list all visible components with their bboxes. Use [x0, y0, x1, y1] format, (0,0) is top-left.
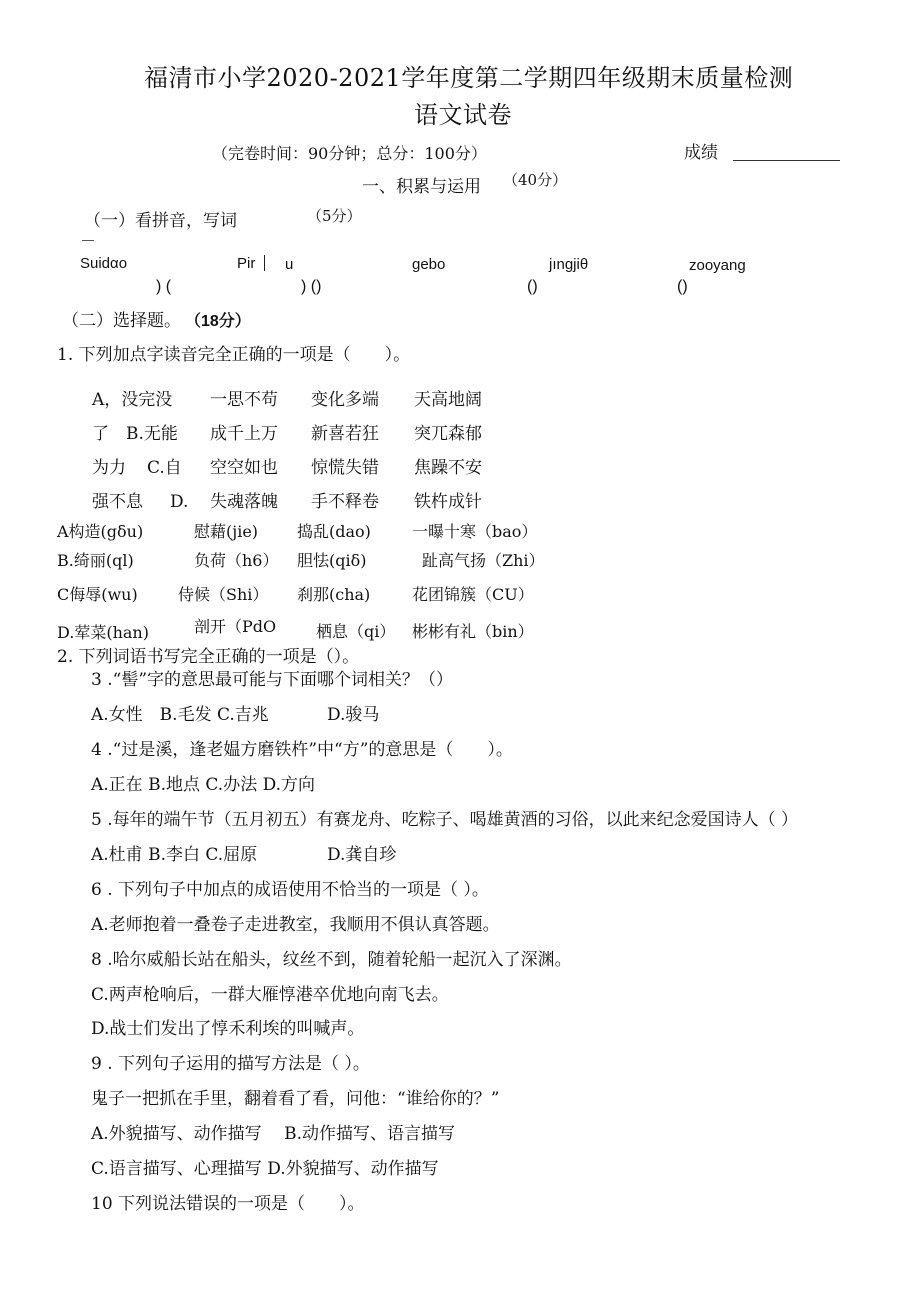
answer-blank-4[interactable]: () — [677, 278, 688, 295]
opt-b-3: 胆怯(qiδ) — [297, 551, 367, 570]
answer-blank-3[interactable]: () — [527, 278, 538, 295]
pinyin-5: jıngjiθ — [549, 256, 589, 273]
q3-options: A.女性 B.毛发 C.吉兆 — [91, 705, 269, 725]
q1-row2-d: 新喜若狂 — [311, 424, 379, 444]
exam-title: 福清市小学2020-2021学年度第二学期四年级期末质量检测 — [144, 64, 794, 92]
q5-options: A.杜甫 B.李白 C.屈原 — [91, 845, 258, 865]
opt-b-4: 趾高气扬（Zhi） — [422, 551, 545, 570]
opt-a-2: 慰藉(jie) — [194, 522, 259, 541]
part1-points: （40分） — [503, 171, 568, 189]
q1-row3-d: 惊慌失错 — [311, 458, 379, 478]
part1-heading: 一、积累与运用 — [362, 177, 481, 197]
q1-row3-b: C.自 — [147, 458, 182, 478]
exam-meta: （完卷时间：90分钟；总分：100分） — [212, 144, 487, 163]
q9-quote: 鬼子一把抓在手里，翻着看了看，问他：“谁给你的？” — [91, 1089, 500, 1109]
q1-row1-b: 一思不苟 — [210, 390, 278, 410]
opt-c-3: 刹那(cha) — [297, 585, 371, 604]
q1-stem: 1. 下列加点字读音完全正确的一项是（ ）。 — [57, 345, 411, 365]
opt-c-1: C侮辱(wu) — [57, 585, 138, 604]
q1-row3-a: 为力 — [92, 458, 126, 478]
q1-row2-e: 突兀森郁 — [414, 424, 482, 444]
q1-row3-c: 空空如也 — [210, 458, 278, 478]
q4-options: A.正在 B.地点 C.办法 D.方向 — [91, 775, 316, 795]
pinyin-3: u — [285, 256, 294, 273]
q8-stem: 8 .哈尔威船长站在船头，纹丝不到，随着轮船一起沉入了深渊。 — [91, 950, 572, 970]
opt-d-4: 彬彬有礼（bin） — [412, 622, 534, 641]
q3-option-d: D.骏马 — [327, 705, 380, 725]
q5-option-d: D.龚自珍 — [327, 845, 397, 865]
q6-option-a: A.老师抱着一叠卷子走进教室，我顺用不俱认真答题。 — [91, 915, 500, 935]
pinyin-6: zooyang — [689, 257, 746, 274]
q9-stem: 9 . 下列句子运用的描写方法是（ ）。 — [91, 1054, 370, 1074]
opt-b-2: 负荷（h6） — [194, 551, 279, 570]
q1-row1-c: 变化多端 — [311, 390, 379, 410]
exam-subtitle: 语文试卷 — [414, 101, 512, 129]
score-label: 成绩 — [684, 143, 718, 163]
opt-d-2: 剖开（PdO — [194, 617, 277, 636]
q1-row4-e: 铁杵成针 — [414, 492, 482, 512]
score-blank[interactable] — [733, 160, 840, 161]
pinyin-1: Suidαo — [80, 255, 128, 272]
opt-c-2: 侍候（Shi） — [178, 585, 269, 604]
q3-stem: 3 .“髻”字的意思最可能与下面哪个词相关？（） — [91, 670, 454, 690]
q1-row2-c: 成千上万 — [210, 424, 278, 444]
pinyin-2: Pir — [237, 255, 256, 272]
answer-blank-1[interactable]: ) ( — [156, 278, 172, 295]
q4-stem: 4 .“过是溪，逢老媪方磨铁杵”中“方”的意思是（ ）。 — [91, 740, 513, 760]
q2-stem: 2. 下列词语书写完全正确的一项是（）。 — [57, 647, 360, 667]
q1-row4-b: D. — [170, 492, 189, 512]
opt-c-4: 花团锦簇（CU） — [412, 585, 534, 604]
q1-row4-c: 失魂落魄 — [210, 492, 278, 512]
q1-row1-a: A，没完没 — [92, 390, 173, 410]
sec1-points: （5分） — [307, 207, 362, 225]
opt-a-1: A构造(gδu) — [57, 522, 144, 541]
q1-row4-a: 强不息 — [92, 492, 143, 512]
q1-row3-e: 焦躁不安 — [414, 458, 482, 478]
q8-option-c: C.两声枪响后，一群大雁惇港卒优地向南飞去。 — [91, 985, 449, 1005]
q1-row2-a: 了 — [92, 424, 109, 444]
q10-stem: 10 下列说法错误的一项是（ ）。 — [91, 1194, 365, 1214]
sec1-heading: （一）看拼音，写词 — [84, 211, 237, 231]
q9-options-1: A.外貌描写、动作描写 B.动作描写、语言描写 — [91, 1124, 455, 1144]
q9-options-2: C.语言描写、心理描写 D.外貌描写、动作描写 — [91, 1159, 439, 1179]
q5-stem: 5 .每年的端午节（五月初五）有赛龙舟、吃粽子、喝雄黄酒的习俗，以此来纪念爱国诗人（ ） — [91, 810, 799, 830]
q1-row1-d: 天高地阔 — [414, 390, 482, 410]
mark-tick — [82, 240, 94, 241]
pinyin-separator — [264, 255, 265, 271]
q8-option-d: D.战士们发出了惇禾利埃的叫喊声。 — [91, 1019, 365, 1039]
q1-row4-d: 手不释卷 — [311, 492, 379, 512]
opt-a-3: 捣乱(dao) — [297, 522, 371, 541]
opt-d-3: 栖息（qi） — [316, 622, 396, 641]
opt-b-1: B.绮丽(ql) — [57, 551, 134, 570]
sec2-heading: （二）选择题。 — [62, 311, 181, 331]
sec2-points: （18分） — [185, 313, 251, 330]
q6-stem: 6 . 下列句子中加点的成语使用不恰当的一项是（ ）。 — [91, 880, 489, 900]
pinyin-4: gebo — [412, 256, 446, 273]
answer-blank-2[interactable]: ) () — [301, 278, 322, 295]
opt-d-1: D.荤菜(han) — [57, 623, 149, 642]
opt-a-4: 一曝十寒（bao） — [412, 522, 538, 541]
q1-row2-b: B.无能 — [126, 424, 178, 444]
